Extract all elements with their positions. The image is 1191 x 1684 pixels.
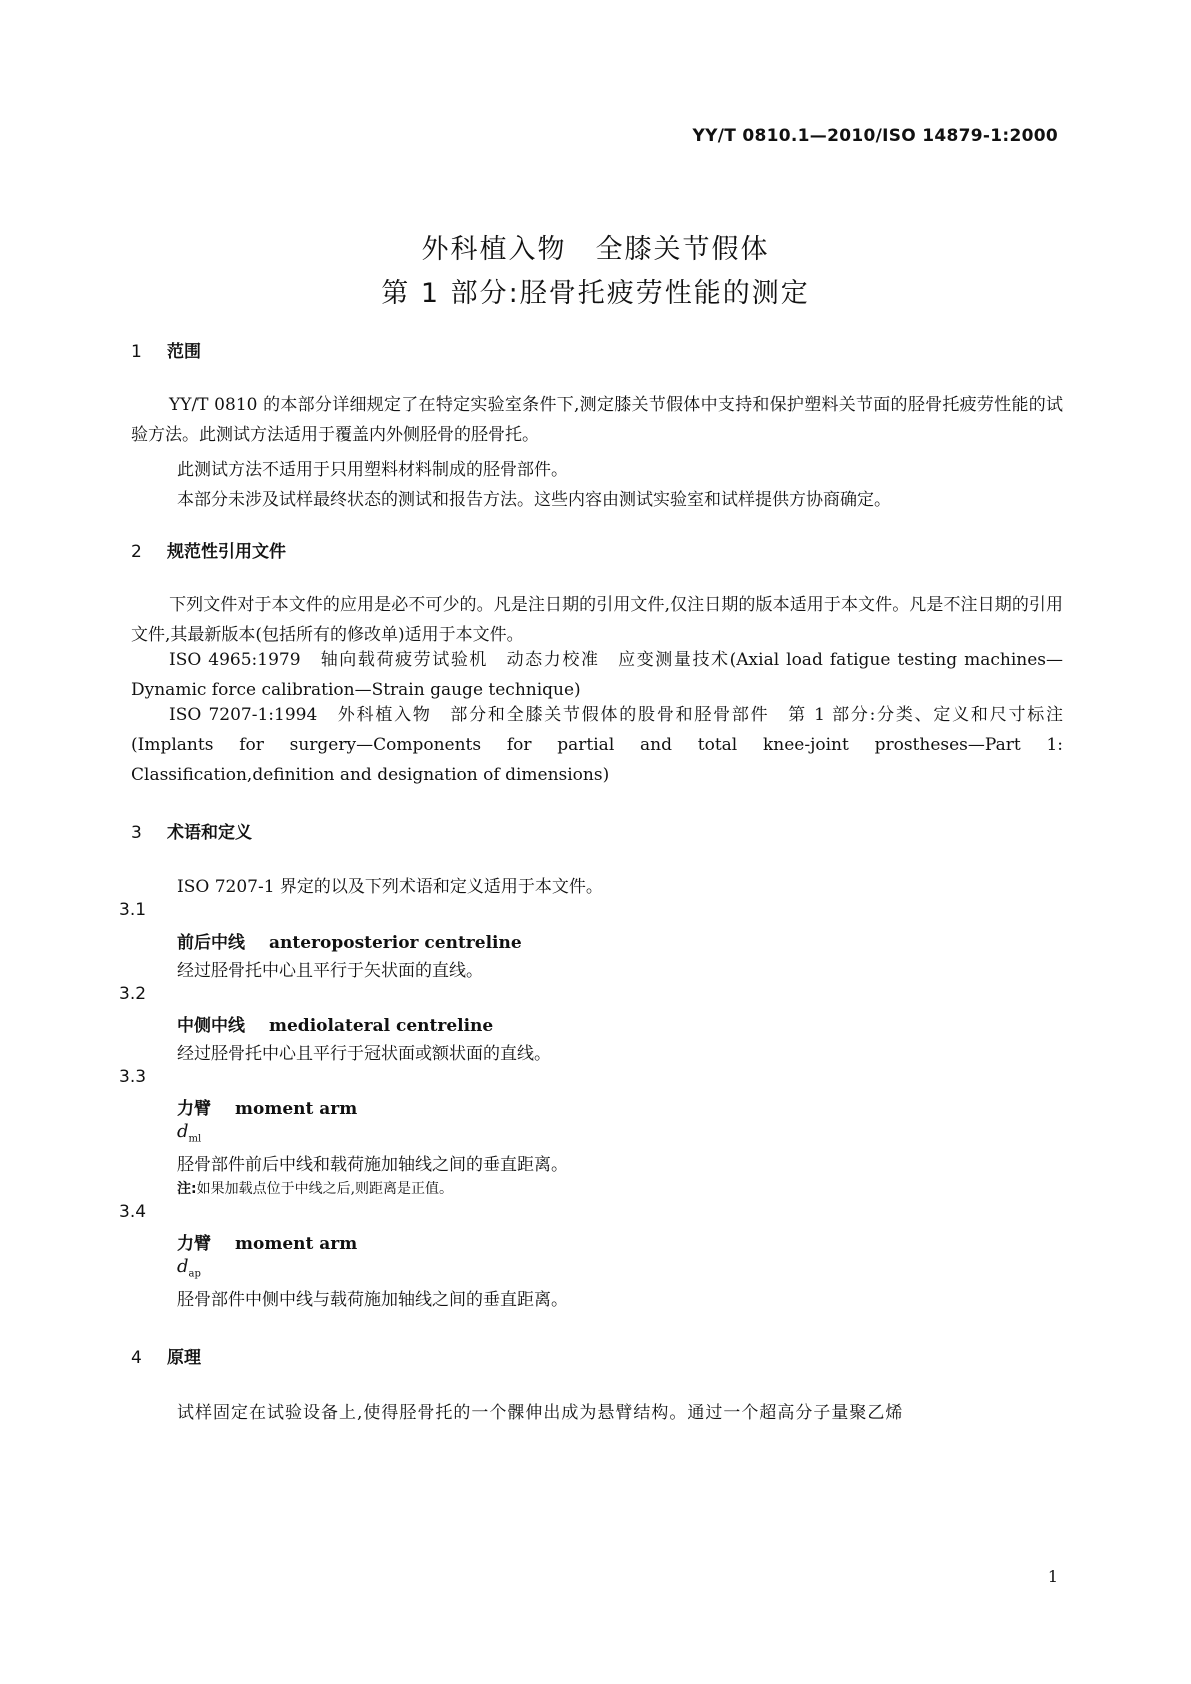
term-entry — [177, 1094, 357, 1119]
term-zh: 力臂 — [177, 1234, 211, 1254]
section-3-heading — [131, 818, 252, 843]
section-title: 范围 — [167, 342, 201, 362]
section-1-heading — [131, 337, 201, 362]
document-title-line2: 第 1 部分:胫骨托疲劳性能的测定 — [381, 278, 810, 309]
section-1-paragraph-3: 本部分未涉及试样最终状态的测试和报告方法。这些内容由测试实验室和试样提供方协商确定。 — [177, 490, 891, 510]
section-number: 3 — [131, 823, 142, 843]
section-number: 4 — [131, 1348, 142, 1368]
term-zh: 中侧中线 — [177, 1016, 245, 1036]
section-4-heading — [131, 1343, 201, 1368]
term-entry — [177, 1011, 493, 1036]
standard-number: YY/T 0810.1—2010/ISO 14879-1:2000 — [692, 126, 1058, 146]
section-title: 术语和定义 — [167, 823, 252, 843]
section-4-paragraph-1: 试样固定在试验设备上,使得胫骨托的一个髁伸出成为悬臂结构。通过一个超高分子量聚乙烯 — [177, 1403, 904, 1423]
section-1-paragraph-1: YY/T 0810 的本部分详细规定了在特定实验室条件下,测定膝关节假体中支持和保护塑料关节面的胫骨托疲劳性能的试验方法。此测试方法适用于覆盖内外侧胫骨的胫骨托。 — [131, 395, 1063, 445]
section-number: 1 — [131, 342, 142, 362]
clause-number: 3.4 — [119, 1202, 147, 1222]
term-definition: 胫骨部件中侧中线与载荷施加轴线之间的垂直距离。 — [177, 1290, 568, 1310]
section-2-paragraph-1: 下列文件对于本文件的应用是必不可少的。凡是注日期的引用文件,仅注日期的版本适用于本文件。凡是不注日期的引用文件,其最新版本(包括所有的修改单)适用于本文件。 — [131, 595, 1063, 645]
normative-reference-2: ISO 7207-1:1994 外科植入物 部分和全膝关节假体的股骨和胫骨部件 第 1 部分:分类、定义和尺寸标注(Implants for surgery—Components for partial and total knee-joint prostheses—Part 1: Classification,definition and designation of dimensions) — [131, 705, 1063, 785]
term-definition: 胫骨部件前后中线和载荷施加轴线之间的垂直距离。 — [177, 1155, 568, 1175]
section-title: 原理 — [167, 1348, 201, 1368]
section-3-intro: ISO 7207-1 界定的以及下列术语和定义适用于本文件。 — [177, 877, 603, 897]
page-number: 1 — [1047, 1567, 1058, 1586]
term-entry — [177, 928, 522, 953]
term-zh: 前后中线 — [177, 933, 245, 953]
section-number: 2 — [131, 542, 142, 562]
symbol: $d_{ap}$ — [177, 1256, 201, 1280]
term-entry — [177, 1229, 357, 1254]
term-definition: 经过胫骨托中心且平行于矢状面的直线。 — [177, 961, 483, 981]
document-title-line1: 外科植入物 全膝关节假体 — [421, 234, 770, 265]
note-label: 注: — [177, 1181, 197, 1197]
term-en: anteroposterior centreline — [269, 933, 522, 953]
section-2-heading — [131, 537, 286, 562]
term-zh: 力臂 — [177, 1099, 211, 1119]
term-en: moment arm — [235, 1099, 358, 1119]
clause-number: 3.3 — [119, 1067, 147, 1087]
term-en: moment arm — [235, 1234, 358, 1254]
symbol: $d_{ml}$ — [177, 1121, 202, 1145]
section-1-paragraph-2: 此测试方法不适用于只用塑料材料制成的胫骨部件。 — [177, 460, 568, 480]
term-note — [177, 1178, 453, 1198]
term-definition: 经过胫骨托中心且平行于冠状面或额状面的直线。 — [177, 1044, 551, 1064]
normative-reference-1: ISO 4965:1979 轴向载荷疲劳试验机 动态力校准 应变测量技术(Axial load fatigue testing machines—Dynamic force calibration—Strain gauge technique) — [131, 650, 1063, 700]
clause-number: 3.1 — [119, 900, 147, 920]
note-text: 如果加载点位于中线之后,则距离是正值。 — [196, 1181, 454, 1197]
clause-number: 3.2 — [119, 984, 147, 1004]
term-en: mediolateral centreline — [269, 1016, 494, 1036]
section-title: 规范性引用文件 — [167, 542, 286, 562]
